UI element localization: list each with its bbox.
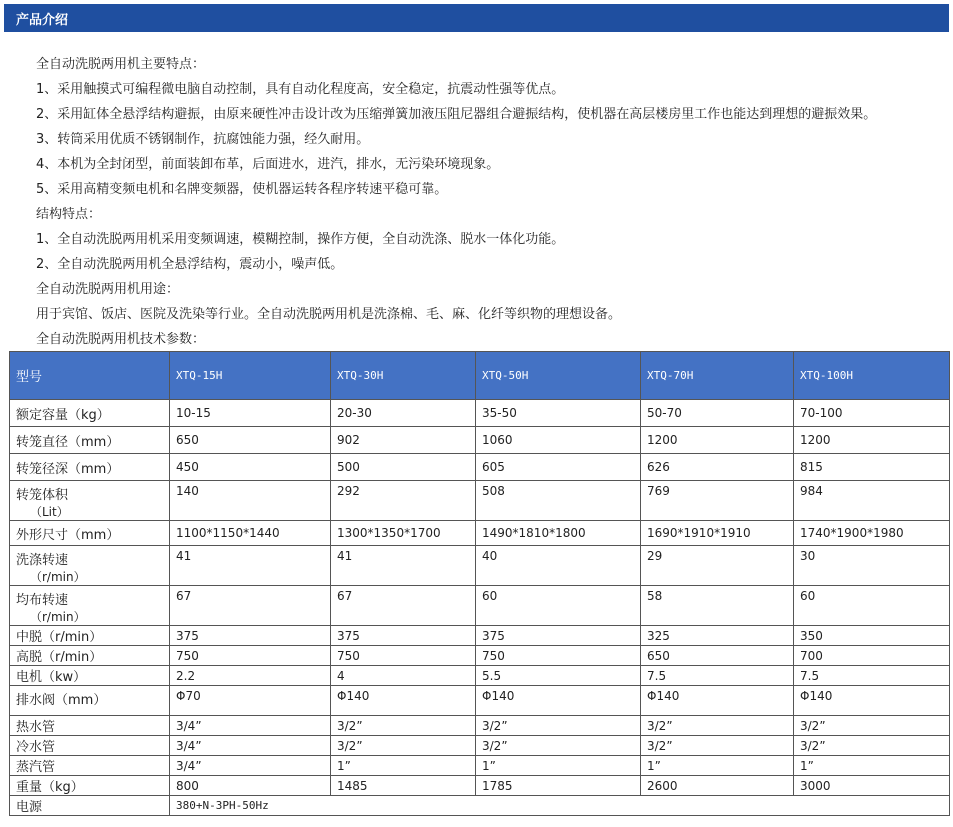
table-row	[10, 626, 950, 646]
param-value-cell: 984	[794, 481, 950, 521]
table-row	[10, 776, 950, 796]
param-value-cell: 40	[476, 546, 641, 586]
param-value-cell: 350	[794, 626, 950, 646]
param-value-cell: 626	[641, 454, 794, 481]
param-name-cell	[10, 586, 170, 626]
param-name-cell	[10, 454, 170, 481]
param-value-cell: 70-100	[794, 400, 950, 427]
param-value-cell: 35-50	[476, 400, 641, 427]
section-title: 产品介绍	[16, 12, 69, 28]
header-cell: 型号	[10, 352, 170, 400]
param-value-cell: 3/4”	[170, 756, 331, 776]
intro-line: 1、采用触摸式可编程微电脑自动控制，具有自动化程度高，安全稳定，抗震动性强等优点。	[36, 82, 565, 97]
param-value-cell: 67	[170, 586, 331, 626]
table-row	[10, 736, 950, 756]
table-row	[10, 427, 950, 454]
param-name: 转笼体积	[16, 488, 69, 503]
table-row	[10, 586, 950, 626]
power-value: 380+N-3PH-50Hz	[170, 796, 950, 816]
param-value-cell: 500	[331, 454, 476, 481]
param-name: 高脱（r/min）	[16, 650, 103, 665]
param-value-cell: 7.5	[641, 666, 794, 686]
table-row	[10, 756, 950, 776]
intro-line: 2、全自动洗脱两用机全悬浮结构，震动小，噪声低。	[36, 257, 344, 272]
param-value-cell: 508	[476, 481, 641, 521]
param-value-cell: 41	[331, 546, 476, 586]
param-value-cell: 700	[794, 646, 950, 666]
param-name: 重量（kg）	[16, 780, 84, 795]
table-row	[10, 454, 950, 481]
param-name: 转笼径深（mm）	[16, 461, 120, 477]
param-value-cell: 3/4”	[170, 716, 331, 736]
header-cell: XTQ-100H	[794, 352, 950, 400]
param-value-cell: 292	[331, 481, 476, 521]
table-row	[10, 546, 950, 586]
power-label: 电源	[10, 796, 170, 816]
param-value-cell: 60	[476, 586, 641, 626]
param-name-cell	[10, 481, 170, 521]
param-value-cell: 3/2”	[641, 716, 794, 736]
table-header-row	[10, 352, 950, 400]
param-name: 中脱（r/min）	[16, 630, 103, 645]
param-value-cell: 3/2”	[641, 736, 794, 756]
intro-line: 3、转筒采用优质不锈钢制作，抗腐蚀能力强，经久耐用。	[36, 132, 370, 147]
param-value-cell: 3/2”	[331, 716, 476, 736]
param-name-cell	[10, 400, 170, 427]
param-value-cell: Φ70	[170, 686, 331, 716]
param-unit: （Lit）	[30, 505, 69, 519]
param-value-cell: Φ140	[476, 686, 641, 716]
param-unit: （r/min）	[30, 610, 86, 624]
param-name-cell	[10, 756, 170, 776]
intro-line: 用于宾馆、饭店、医院及洗染等行业。全自动洗脱两用机是洗涤棉、毛、麻、化纤等织物的理想设备。	[36, 307, 622, 322]
param-value-cell: 20-30	[331, 400, 476, 427]
power-row	[10, 796, 950, 816]
intro-line: 5、采用高精变频电机和名牌变频器，使机器运转各程序转速平稳可靠。	[36, 182, 448, 197]
param-value-cell: 1060	[476, 427, 641, 454]
param-name: 排水阀（mm）	[16, 693, 107, 708]
header-cell: XTQ-15H	[170, 352, 331, 400]
param-value-cell: 4	[331, 666, 476, 686]
header-cell: XTQ-30H	[331, 352, 476, 400]
param-value-cell: 1490*1810*1800	[476, 521, 641, 546]
intro-line: 全自动洗脱两用机主要特点：	[36, 57, 206, 72]
param-value-cell: 3/2”	[331, 736, 476, 756]
param-name-cell	[10, 736, 170, 756]
param-value-cell: 7.5	[794, 666, 950, 686]
param-name-cell	[10, 716, 170, 736]
table-row	[10, 400, 950, 427]
param-value-cell: Φ140	[794, 686, 950, 716]
param-value-cell: 375	[476, 626, 641, 646]
param-value-cell: 650	[170, 427, 331, 454]
intro-line: 4、本机为全封闭型，前面装卸布革，后面进水，进汽，排水，无污染环境现象。	[36, 157, 500, 172]
intro-line: 结构特点：	[36, 207, 102, 222]
param-value-cell: Φ140	[641, 686, 794, 716]
param-value-cell: 1690*1910*1910	[641, 521, 794, 546]
param-name: 转笼直径（mm）	[16, 434, 120, 450]
param-value-cell: 750	[476, 646, 641, 666]
param-name-cell	[10, 626, 170, 646]
param-value-cell: 1”	[794, 756, 950, 776]
param-value-cell: 450	[170, 454, 331, 481]
header-cell: XTQ-70H	[641, 352, 794, 400]
table-row	[10, 646, 950, 666]
param-name: 外形尺寸（mm）	[16, 527, 120, 543]
param-value-cell: 325	[641, 626, 794, 646]
param-value-cell: 3/2”	[794, 716, 950, 736]
param-value-cell: 3/4”	[170, 736, 331, 756]
param-value-cell: 3/2”	[476, 716, 641, 736]
param-value-cell: 41	[170, 546, 331, 586]
param-value-cell: 140	[170, 481, 331, 521]
param-name-cell	[10, 776, 170, 796]
param-value-cell: Φ140	[331, 686, 476, 716]
table-row	[10, 666, 950, 686]
param-value-cell: 10-15	[170, 400, 331, 427]
param-name-cell	[10, 546, 170, 586]
param-value-cell: 375	[170, 626, 331, 646]
intro-line: 全自动洗脱两用机用途：	[36, 282, 180, 297]
param-value-cell: 815	[794, 454, 950, 481]
param-name: 均布转速	[16, 593, 69, 608]
param-value-cell: 2.2	[170, 666, 331, 686]
param-value-cell: 29	[641, 546, 794, 586]
param-name: 热水管	[16, 720, 56, 735]
product-intro	[36, 52, 946, 352]
table-row	[10, 481, 950, 521]
intro-line: 全自动洗脱两用机技术参数：	[36, 332, 206, 347]
param-value-cell: 902	[331, 427, 476, 454]
param-value-cell: 2600	[641, 776, 794, 796]
param-value-cell: 750	[331, 646, 476, 666]
intro-line: 2、采用缸体全悬浮结构避振，由原来硬性冲击设计改为压缩弹簧加液压阻尼器组合避振结构，使机器在高层楼房里工作也能达到理想的避振效果。	[36, 107, 877, 122]
param-unit: （r/min）	[30, 570, 86, 584]
param-value-cell: 67	[331, 586, 476, 626]
param-value-cell: 1485	[331, 776, 476, 796]
param-name: 洗涤转速	[16, 553, 69, 568]
param-value-cell: 1”	[641, 756, 794, 776]
table-row	[10, 716, 950, 736]
param-value-cell: 1200	[794, 427, 950, 454]
param-value-cell: 50-70	[641, 400, 794, 427]
param-value-cell: 769	[641, 481, 794, 521]
param-value-cell: 1”	[476, 756, 641, 776]
param-value-cell: 1740*1900*1980	[794, 521, 950, 546]
param-name-cell	[10, 686, 170, 716]
param-value-cell: 1100*1150*1440	[170, 521, 331, 546]
param-value-cell: 58	[641, 586, 794, 626]
param-value-cell: 60	[794, 586, 950, 626]
param-value-cell: 3/2”	[794, 736, 950, 756]
param-value-cell: 1785	[476, 776, 641, 796]
param-name-cell	[10, 666, 170, 686]
param-value-cell: 750	[170, 646, 331, 666]
param-value-cell: 1”	[331, 756, 476, 776]
param-value-cell: 605	[476, 454, 641, 481]
param-value-cell: 5.5	[476, 666, 641, 686]
param-value-cell: 1200	[641, 427, 794, 454]
param-name: 蒸汽管	[16, 760, 56, 775]
param-value-cell: 375	[331, 626, 476, 646]
section-header-bar	[4, 4, 949, 32]
param-value-cell: 1300*1350*1700	[331, 521, 476, 546]
param-value-cell: 3000	[794, 776, 950, 796]
param-value-cell: 650	[641, 646, 794, 666]
header-cell: XTQ-50H	[476, 352, 641, 400]
table-row	[10, 686, 950, 716]
param-name-cell	[10, 427, 170, 454]
param-value-cell: 800	[170, 776, 331, 796]
param-name-cell	[10, 646, 170, 666]
intro-line: 1、全自动洗脱两用机采用变频调速，模糊控制，操作方便，全自动洗涤、脱水一体化功能。	[36, 232, 565, 247]
spec-table	[9, 351, 950, 816]
param-name: 额定容量（kg）	[16, 407, 110, 423]
param-value-cell: 30	[794, 546, 950, 586]
table-row	[10, 521, 950, 546]
param-value-cell: 3/2”	[476, 736, 641, 756]
param-name: 电机（kw）	[16, 670, 87, 685]
param-name: 冷水管	[16, 740, 56, 755]
param-name-cell	[10, 521, 170, 546]
